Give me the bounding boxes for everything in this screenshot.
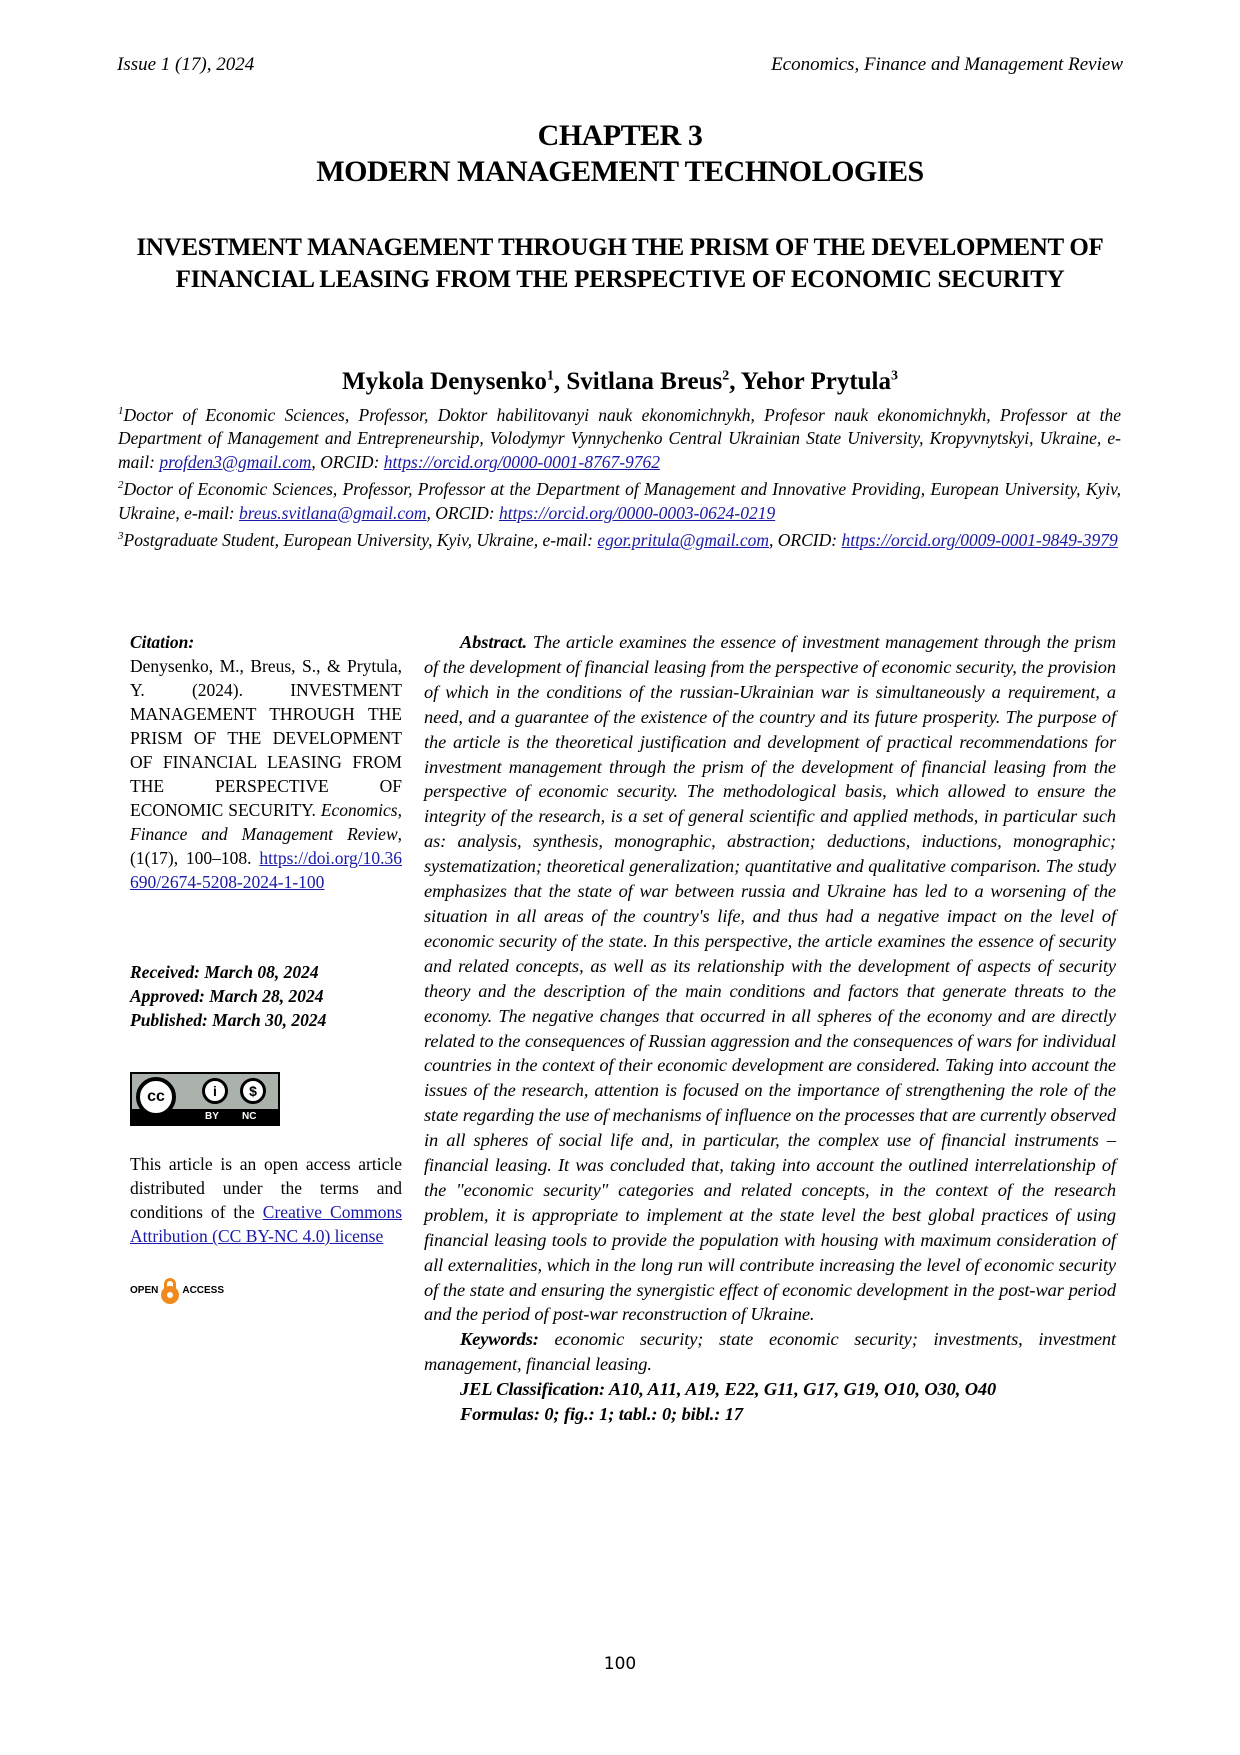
orcid-link[interactable]: https://orcid.org/0000-0003-0624-0219 xyxy=(498,502,776,523)
citation-text xyxy=(130,654,402,894)
person-icon: i xyxy=(202,1078,228,1104)
affiliation-text: Postgraduate Student, European University, Kyiv, Ukraine, e-mail: xyxy=(123,529,598,550)
affiliation-sup: 1 xyxy=(118,405,124,417)
author-name: Svitlana Breus xyxy=(566,368,723,395)
license-link[interactable]: Creative Commons Attribution (CC BY-NC 4.0) license xyxy=(130,1202,403,1246)
affiliation-2 xyxy=(118,474,1121,525)
author-name: Yehor Prytula xyxy=(740,368,892,395)
issue-label: Issue 1 (17), 2024 xyxy=(117,54,255,75)
abstract-label: Abstract. xyxy=(460,632,528,652)
open-label: OPEN xyxy=(130,1285,159,1296)
jel-classification: JEL Classification: A10, A11, A19, E22, G11, G17, G19, O10, O30, O40 xyxy=(460,1379,997,1400)
affiliation-3 xyxy=(118,525,1121,552)
orcid-label: , ORCID: xyxy=(311,451,384,472)
approved-date: Approved: March 28, 2024 xyxy=(130,986,324,1006)
article-title: INVESTMENT MANAGEMENT THROUGH THE PRISM OF THE DEVELOPMENT OF FINANCIAL LEASING FROM THE PERSPECTIVE OF ECONOMIC SECURITY xyxy=(136,234,1104,293)
access-label: ACCESS xyxy=(182,1285,225,1296)
chapter-title: MODERN MANAGEMENT TECHNOLOGIES xyxy=(316,155,924,188)
page-number: 100 xyxy=(603,1654,637,1674)
email-link[interactable]: egor.pritula@gmail.com xyxy=(597,529,770,550)
no-dollar-icon: $ xyxy=(240,1078,266,1104)
affiliation-sup: 2 xyxy=(118,479,124,492)
orcid-link[interactable]: https://orcid.org/0009-0001-9849-3979 xyxy=(841,529,1118,550)
open-access-statement xyxy=(130,1152,402,1248)
author-separator: , xyxy=(553,368,567,395)
author-sup: 2 xyxy=(722,368,730,384)
publication-dates xyxy=(130,960,402,1032)
orcid-label: , ORCID: xyxy=(426,502,499,523)
sidebar xyxy=(130,630,402,1304)
cc-icon: cc xyxy=(136,1077,176,1117)
citation-body: Denysenko, M., Breus, S., & Prytula, Y. (2024). INVESTMENT MANAGEMENT THROUGH THE PRISM OF THE DEVELOPMENT OF FINANCIAL LEASING FROM THE PERSPECTIVE OF ECONOMIC SECURITY. xyxy=(130,656,402,820)
author-sup: 1 xyxy=(546,368,554,384)
email-link[interactable]: profden3@gmail.com xyxy=(159,451,312,472)
affiliation-text: Doctor of Economic Sciences, Professor, Professor at the Department of Management and Innovative Providing, European University, Kyiv, Ukraine, e-mail: xyxy=(118,479,1121,523)
keywords-text: economic security; state economic security; investments, investment management, financial leasing. xyxy=(424,1329,1116,1375)
affiliation-1 xyxy=(118,400,1121,474)
email-link[interactable]: breus.svitlana@gmail.com xyxy=(239,502,427,523)
open-lock-icon xyxy=(161,1278,179,1304)
open-access-logo xyxy=(130,1278,402,1304)
chapter-number: CHAPTER 3 xyxy=(537,119,703,152)
affiliation-text: Doctor of Economic Sciences, Professor, Doktor habilitovanyi nauk ekonomichnykh, Profesor nauk ekonomichnykh, Professor at the Department of Management and Entrepreneurship, Volodymyr Vynnychenko Central Ukrainian State University, Kropyvnytskyi, Ukraine, e-mail: xyxy=(118,404,1121,472)
author-list xyxy=(0,368,1240,396)
citation-journal: Economics, Finance and Management Review xyxy=(130,800,402,844)
published-date: Published: March 30, 2024 xyxy=(130,1010,327,1030)
affiliation-sup: 3 xyxy=(118,530,124,543)
doi-link[interactable]: https://doi.org/10.36690/2674-5208-2024-1-100 xyxy=(130,848,402,892)
journal-name: Economics, Finance and Management Review xyxy=(771,54,1123,75)
nc-label: NC xyxy=(242,1111,257,1122)
keywords-label: Keywords: xyxy=(460,1329,539,1350)
abstract-section xyxy=(424,630,1116,1427)
cc-by-nc-badge xyxy=(130,1072,280,1126)
author-separator: , xyxy=(729,368,741,395)
author-sup: 3 xyxy=(891,368,899,384)
orcid-link[interactable]: https://orcid.org/0000-0001-8767-9762 xyxy=(383,451,661,472)
keywords xyxy=(424,1327,1116,1377)
orcid-label: , ORCID: xyxy=(769,529,842,550)
running-header xyxy=(117,54,1123,76)
author-name: Mykola Denysenko xyxy=(341,368,547,395)
by-label: BY xyxy=(205,1111,219,1122)
abstract-paragraph xyxy=(424,630,1116,1327)
citation-pages: , (1(17), 100–108. xyxy=(130,824,402,868)
formulas-stats: Formulas: 0; fig.: 1; tabl.: 0; bibl.: 17 xyxy=(460,1404,743,1425)
received-date: Received: March 08, 2024 xyxy=(130,962,319,982)
citation-label: Citation: xyxy=(130,632,195,652)
oa-text: This article is an open access article distributed under the terms and conditions of the xyxy=(130,1154,402,1222)
affiliations xyxy=(118,400,1121,552)
abstract-text: The article examines the essence of investment management through the prism of the development of financial leasing from the perspective of economic security, the provision of which in the conditions of the russian-Ukrainian war is simultaneously a requirement, a need, and a guarantee of the existence of the country and its future prosperity. The purpose of the article is the theoretical justification and development of practical recommendations for investment management through the prism of the development of financial leasing from the perspective of economic security. The methodological basis, which allowed to ensure the integrity of the research, is a set of general scientific and applied methods, in particular such as: analysis, synthesis, monographic, abstraction; deductions, inductions, monographic; systematization; theoretical generalization; quantitative and qualitative comparison. The study emphasizes that the state of war between russia and Ukraine has led to a worsening of the situation in all areas of the country's life, and thus had a negative impact on the level of economic security of the state. In this perspective, the article examines the essence of security and related concepts, as well as its relationship with the development of aspects of security theory and the description of the main conditions and factors that generate threats to the economy. The negative changes that occurred in all spheres of the economy and are directly related to the consequences of Russian aggression and the consequences of wars for individual countries in the context of their economic development are considered. Taking into account the issues of the research, attention is focused on the importance of strengthening the role of the state regarding the use of mechanisms of influence on the processes that are currently observed in all spheres of social life and, in particular, the complex use of financial instruments – financial leasing. It was concluded that, taking into account the outlined interrelationship of the "economic security" categories and related concepts, in the context of the research problem, it is appropriate to implement at the state level the best global practices of using financial leasing tools to provide the population with housing with maximum consideration of all externalities, which in the long run will contribute increasing the level of economic security of the state and ensuring the synergistic effect of economic development in the post-war period and the period of post-war reconstruction of Ukraine. xyxy=(424,632,1116,1325)
chapter-heading xyxy=(0,118,1240,190)
